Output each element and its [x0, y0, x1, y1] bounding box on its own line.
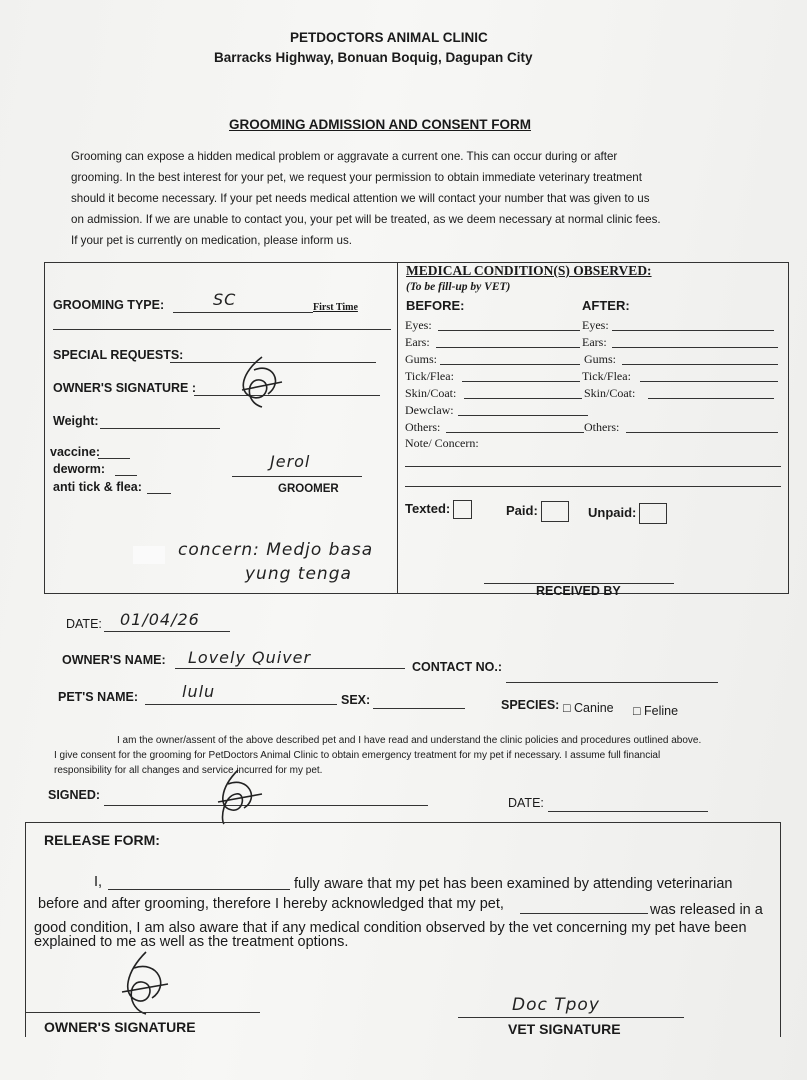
after-tickflea-field[interactable] — [640, 381, 778, 382]
intro-line: If your pet is currently on medication, please inform us. — [71, 234, 352, 247]
weight-field[interactable] — [100, 428, 220, 429]
clinic-name: PETDOCTORS ANIMAL CLINIC — [290, 30, 488, 45]
unpaid-box[interactable] — [639, 503, 667, 524]
release-line-2a: before and after grooming, therefore I hereby acknowledged that my pet, — [38, 896, 504, 912]
after-gums: Gums: — [584, 352, 617, 366]
before-eyes: Eyes: — [405, 318, 432, 332]
release-pet-field[interactable] — [520, 913, 648, 914]
grooming-type-field[interactable] — [173, 312, 313, 313]
after-eyes-field[interactable] — [612, 330, 774, 331]
intro-line: should it become necessary. If your pet needs medical attention we will contact your number that was given to us — [71, 192, 650, 205]
release-line-2b: was released in a — [650, 902, 763, 918]
grooming-type-label: GROOMING TYPE: — [53, 298, 165, 312]
species-label: SPECIES: — [501, 698, 560, 712]
after-others: Others: — [584, 420, 620, 434]
pet-name-label: PET'S NAME: — [58, 690, 139, 704]
intro-line: on admission. If we are unable to contact you, your pet will be treated, as we deem necessary at normal clinic fees. — [71, 213, 661, 226]
after-ears: Ears: — [582, 335, 607, 349]
owner-signature-release-label: OWNER'S SIGNATURE — [44, 1019, 196, 1035]
release-title: RELEASE FORM: — [44, 832, 160, 848]
vaccine-label: vaccine: — [50, 445, 101, 459]
grooming-type-extra-line[interactable] — [53, 329, 391, 330]
note-concern-label: Note/ Concern: — [405, 436, 479, 450]
paid-checkbox[interactable] — [506, 501, 569, 522]
contact-label: CONTACT NO.: — [412, 660, 503, 674]
groomer-name: Jerol — [270, 452, 311, 471]
vet-signature-value: Doc Tpoy — [512, 995, 600, 1015]
groomer-field[interactable] — [232, 476, 362, 477]
paid-label: Paid: — [506, 502, 538, 518]
after-skincoat: Skin/Coat: — [584, 386, 636, 400]
intro-paragraph — [71, 146, 761, 251]
deworm-field[interactable] — [115, 475, 137, 476]
release-line-1b: fully aware that my pet has been examined by attending veterinarian — [294, 876, 733, 892]
before-ears: Ears: — [405, 335, 430, 349]
owner-name-field[interactable] — [175, 668, 405, 669]
after-ears-field[interactable] — [612, 347, 778, 348]
deworm-label: deworm: — [53, 462, 106, 476]
signed-label: SIGNED: — [48, 788, 101, 802]
pet-name-field[interactable] — [145, 704, 337, 705]
antitick-field[interactable] — [147, 493, 171, 494]
medical-title: MEDICAL CONDITION(S) OBSERVED: — [406, 263, 652, 278]
sex-field[interactable] — [373, 708, 465, 709]
intro-line: Grooming can expose a hidden medical problem or aggravate a current one. This can occur during or after — [71, 150, 618, 163]
texted-box[interactable] — [453, 500, 472, 519]
date-value: 01/04/26 — [120, 610, 200, 629]
date-field[interactable] — [104, 631, 230, 632]
received-by-label: RECEIVED BY — [536, 584, 621, 598]
before-dewclaw: Dewclaw: — [405, 403, 454, 417]
note-line-1[interactable] — [405, 466, 781, 467]
paid-box[interactable] — [541, 501, 569, 522]
before-eyes-field[interactable] — [438, 330, 580, 331]
texted-label: Texted: — [405, 500, 451, 516]
unpaid-label: Unpaid: — [588, 504, 637, 520]
before-tickflea: Tick/Flea: — [405, 369, 454, 383]
sex-label: SEX: — [341, 693, 371, 707]
before-dewclaw-field[interactable] — [458, 415, 588, 416]
canine-option[interactable]: □ Canine — [563, 701, 614, 715]
owner-signature-label: OWNER'S SIGNATURE : — [53, 381, 197, 395]
concern-line-1: concern: Medjo basa — [178, 540, 374, 560]
before-label: BEFORE: — [406, 298, 465, 313]
owner-signature-scribble — [232, 352, 292, 412]
signed-signature-scribble — [210, 768, 270, 828]
after-tickflea: Tick/Flea: — [582, 369, 631, 383]
consent-line-1: I am the owner/assent of the above described pet and I have read and understand the clinic policies and procedures outlined above. — [117, 735, 702, 746]
first-time-label: First Time — [313, 302, 358, 313]
before-tickflea-field[interactable] — [462, 381, 580, 382]
after-gums-field[interactable] — [622, 364, 778, 365]
pet-name-value: lulu — [182, 682, 216, 701]
signed-date-label: DATE: — [508, 796, 544, 810]
note-line-2[interactable] — [405, 486, 781, 487]
groomer-label: GROOMER — [278, 483, 339, 495]
consent-line-2: I give consent for the grooming for PetDoctors Animal Clinic to obtain emergency treatment for my pet if necessary. I assume full financial — [54, 750, 661, 761]
clinic-address: Barracks Highway, Bonuan Boquig, Dagupan City — [214, 50, 533, 65]
unpaid-checkbox[interactable] — [588, 503, 667, 524]
before-skincoat-field[interactable] — [464, 398, 582, 399]
box-divider — [397, 262, 398, 594]
redacted-patch — [133, 546, 165, 564]
before-others: Others: — [405, 420, 441, 434]
before-skincoat: Skin/Coat: — [405, 386, 457, 400]
consent-line-3: responsibility for all changes and service incurred for my pet. — [54, 765, 323, 776]
owner-signature-release-field[interactable] — [26, 1012, 260, 1013]
vaccine-field[interactable] — [98, 458, 130, 459]
texted-checkbox[interactable] — [405, 500, 472, 519]
release-owner-name-field[interactable] — [108, 889, 290, 890]
after-eyes: Eyes: — [582, 318, 609, 332]
before-gums: Gums: — [405, 352, 438, 366]
concern-line-2: yung tenga — [245, 564, 352, 584]
after-label: AFTER: — [582, 298, 630, 313]
weight-label: Weight: — [53, 414, 99, 428]
owner-name-label: OWNER'S NAME: — [62, 653, 166, 667]
signed-date-field[interactable] — [548, 811, 708, 812]
owner-name-value: Lovely Quiver — [188, 648, 312, 667]
after-others-field[interactable] — [626, 432, 778, 433]
release-owner-signature-scribble — [110, 950, 180, 1020]
grooming-type-value: SC — [213, 290, 237, 309]
before-ears-field[interactable] — [436, 347, 580, 348]
release-line-1a: I, — [94, 874, 103, 890]
release-line-4: explained to me as well as the treatment options. — [34, 934, 349, 950]
medical-subtitle: (To be fill-up by VET) — [406, 281, 511, 293]
vet-signature-label: VET SIGNATURE — [508, 1021, 621, 1037]
intro-line: grooming. In the best interest for your pet, we request your permission to obtain immediate veterinary treatment — [71, 171, 642, 184]
vet-signature-field[interactable] — [458, 1017, 684, 1018]
form-title: GROOMING ADMISSION AND CONSENT FORM — [229, 117, 531, 132]
antitick-label: anti tick & flea: — [53, 480, 142, 494]
before-gums-field[interactable] — [440, 364, 580, 365]
contact-field[interactable] — [506, 682, 718, 683]
date-label: DATE: — [66, 617, 102, 631]
after-skincoat-field[interactable] — [648, 398, 774, 399]
special-requests-label: SPECIAL REQUESTS: — [53, 348, 184, 362]
before-others-field[interactable] — [446, 432, 584, 433]
feline-option[interactable]: □ Feline — [633, 704, 679, 718]
release-line-3: good condition, I am also aware that if any medical condition observed by the vet concerning my pet have been — [34, 920, 747, 936]
